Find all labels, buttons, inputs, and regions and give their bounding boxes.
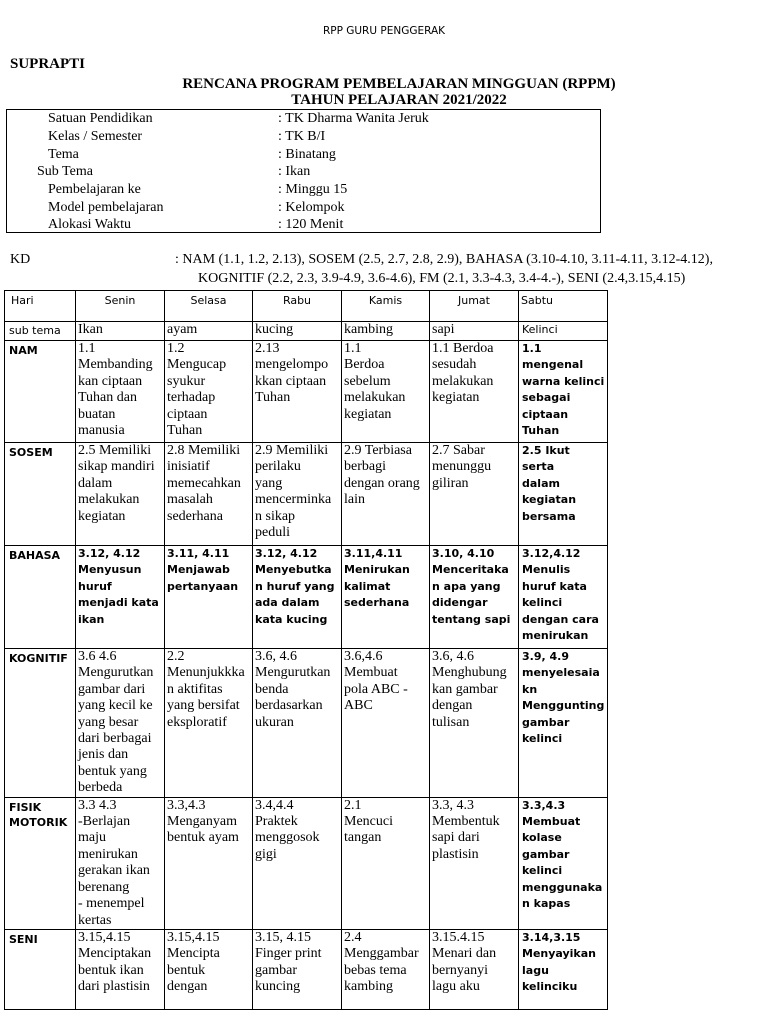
subtema-cell: Kelinci	[519, 322, 608, 341]
academic-year-title: TAHUN PELAJARAN 2021/2022	[291, 92, 507, 108]
info-label: Alokasi Waktu	[48, 217, 131, 232]
author-name: SUPRAPTI	[10, 56, 86, 72]
table-cell: 1.1 mengenal warna kelinci sebagai ciptaan Tuhan	[519, 341, 608, 443]
info-label: Model pembelajaran	[48, 200, 164, 215]
table-cell: 3.3,4.3 Menganyam bentuk ayam	[165, 797, 253, 929]
table-cell: 2.2 Menunjukkka n aktifitas yang bersifat eksploratif	[165, 649, 253, 798]
kd-label: KD	[10, 252, 31, 267]
info-value: : Binatang	[278, 147, 336, 162]
column-header: Senin	[76, 291, 165, 322]
subtema-cell: ayam	[165, 322, 253, 341]
info-value: : TK Dharma Wanita Jeruk	[278, 111, 429, 126]
info-row-model	[7, 199, 600, 217]
info-label: Kelas / Semester	[48, 129, 143, 144]
table-row	[5, 929, 608, 1009]
table-cell: 1.1 Berdoa sebelum melakukan kegiatan	[342, 341, 430, 443]
table-row	[5, 341, 608, 443]
table-cell: 2.9 Memiliki perilaku yang mencerminka n sikap peduli	[253, 443, 342, 546]
subtema-cell: kucing	[253, 322, 342, 341]
info-label: Tema	[48, 147, 79, 162]
table-cell: 3.12,4.12 Menulis huruf kata kelinci dengan cara menirukan	[519, 546, 608, 649]
table-cell: 2.13 mengelompo kkan ciptaan Tuhan	[253, 341, 342, 443]
table-cell: 3.11,4.11 Menirukan kalimat sederhana	[342, 546, 430, 649]
kd-text-line2: KOGNITIF (2.2, 2.3, 3.9-4.9, 3.6-4.6), FM (2.1, 3.3-4.3, 3.4-4.-), SENI (2.4,3.15,4.15)	[198, 271, 686, 286]
info-label: Pembelajaran ke	[48, 182, 141, 197]
column-header: Kamis	[342, 291, 430, 322]
table-cell: 3.12, 4.12 Menyusun huruf menjadi kata ikan	[76, 546, 165, 649]
table-row	[5, 546, 608, 649]
table-cell: 3.6,4.6 Membuat pola ABC - ABC	[342, 649, 430, 798]
table-cell: 3.6, 4.6 Mengurutkan benda berdasarkan ukuran	[253, 649, 342, 798]
row-label: BAHASA	[5, 546, 76, 649]
table-row	[5, 443, 608, 546]
table-cell: 2.5 Memiliki sikap mandiri dalam melakukan kegiatan	[76, 443, 165, 546]
column-header: Selasa	[165, 291, 253, 322]
subtema-row	[5, 322, 608, 341]
table-cell: 3.15,4.15 Menciptakan bentuk ikan dari plastisin	[76, 929, 165, 1009]
row-label: SENI	[5, 929, 76, 1009]
table-cell: 3.3, 4.3 Membentuk sapi dari plastisin	[430, 797, 519, 929]
kd-text-line1: : NAM (1.1, 1.2, 2.13), SOSEM (2.5, 2.7, 2.8, 2.9), BAHASA (3.10-4.10, 3.11-4.11, 3.12-4.12),	[175, 252, 713, 267]
column-header: Rabu	[253, 291, 342, 322]
column-header: Hari	[5, 291, 76, 322]
info-label: Satuan Pendidikan	[48, 111, 153, 126]
info-row-alokasi	[7, 216, 600, 234]
info-row-pembelajaran	[7, 181, 600, 199]
table-row	[5, 649, 608, 798]
table-cell: 3.15,4.15 Mencipta bentuk dengan	[165, 929, 253, 1009]
table-cell: 2.7 Sabar menunggu giliran	[430, 443, 519, 546]
table-cell: 2.9 Terbiasa berbagi dengan orang lain	[342, 443, 430, 546]
table-cell: 3.3,4.3 Membuat kolase gambar kelinci menggunaka n kapas	[519, 797, 608, 929]
table-cell: 3.15, 4.15 Finger print gambar kuncing	[253, 929, 342, 1009]
table-cell: 3.6 4.6 Mengurutkan gambar dari yang kecil ke yang besar dari berbagai jenis dan bentuk yang berbeda	[76, 649, 165, 798]
info-row-subtema	[7, 163, 600, 181]
table-cell: 2.1 Mencuci tangan	[342, 797, 430, 929]
table-cell: 2.4 Menggambar bebas tema kambing	[342, 929, 430, 1009]
column-header: Sabtu	[519, 291, 608, 322]
column-header: Jumat	[430, 291, 519, 322]
subtema-cell: Ikan	[76, 322, 165, 341]
table-cell: 3.6, 4.6 Menghubung kan gambar dengan tulisan	[430, 649, 519, 798]
row-label: FISIK MOTORIK	[5, 797, 76, 929]
table-cell: 3.14,3.15 Menyayikan lagu kelinciku	[519, 929, 608, 1009]
table-cell: 3.4,4.4 Praktek menggosok gigi	[253, 797, 342, 929]
table-cell: 3.3 4.3 -Berlajan maju menirukan gerakan ikan berenang - menempel kertas	[76, 797, 165, 929]
table-cell: 1.1 Membanding kan ciptaan Tuhan dan buatan manusia	[76, 341, 165, 443]
subtema-cell: sapi	[430, 322, 519, 341]
info-row-kelas	[7, 128, 600, 146]
row-label: sub tema	[5, 322, 76, 341]
table-cell: 2.8 Memiliki inisiatif memecahkan masalah sederhana	[165, 443, 253, 546]
info-row-tema	[7, 146, 600, 164]
table-cell: 3.9, 4.9 menyelesaia kn Menggunting gambar kelinci	[519, 649, 608, 798]
subtema-cell: kambing	[342, 322, 430, 341]
info-value: : Minggu 15	[278, 182, 348, 197]
table-cell: 3.10, 4.10 Menceritaka n apa yang didengar tentang sapi	[430, 546, 519, 649]
table-cell: 3.11, 4.11 Menjawab pertanyaan	[165, 546, 253, 649]
table-cell: 3.12, 4.12 Menyebutka n huruf yang ada dalam kata kucing	[253, 546, 342, 649]
weekly-plan-table	[4, 290, 608, 1010]
table-cell: 1.1 Berdoa sesudah melakukan kegiatan	[430, 341, 519, 443]
table-row	[5, 797, 608, 929]
table-cell: 3.15.4.15 Menari dan bernyanyi lagu aku	[430, 929, 519, 1009]
info-value: : TK B/I	[278, 129, 326, 144]
table-cell: 2.5 Ikut serta dalam kegiatan bersama	[519, 443, 608, 546]
page-header: RPP GURU PENGGERAK	[322, 25, 446, 37]
info-label: Sub Tema	[37, 164, 93, 179]
row-label: NAM	[5, 341, 76, 443]
info-value: : 120 Menit	[278, 217, 344, 232]
info-row-satuan	[7, 110, 600, 128]
table-cell: 1.2 Mengucap syukur terhadap ciptaan Tuhan	[165, 341, 253, 443]
info-value: : Kelompok	[278, 200, 345, 215]
identity-box	[6, 109, 601, 233]
info-value: : Ikan	[278, 164, 311, 179]
row-label: KOGNITIF	[5, 649, 76, 798]
row-label: SOSEM	[5, 443, 76, 546]
table-header-row	[5, 291, 608, 322]
document-title: RENCANA PROGRAM PEMBELAJARAN MINGGUAN (RPPM)	[182, 76, 616, 92]
